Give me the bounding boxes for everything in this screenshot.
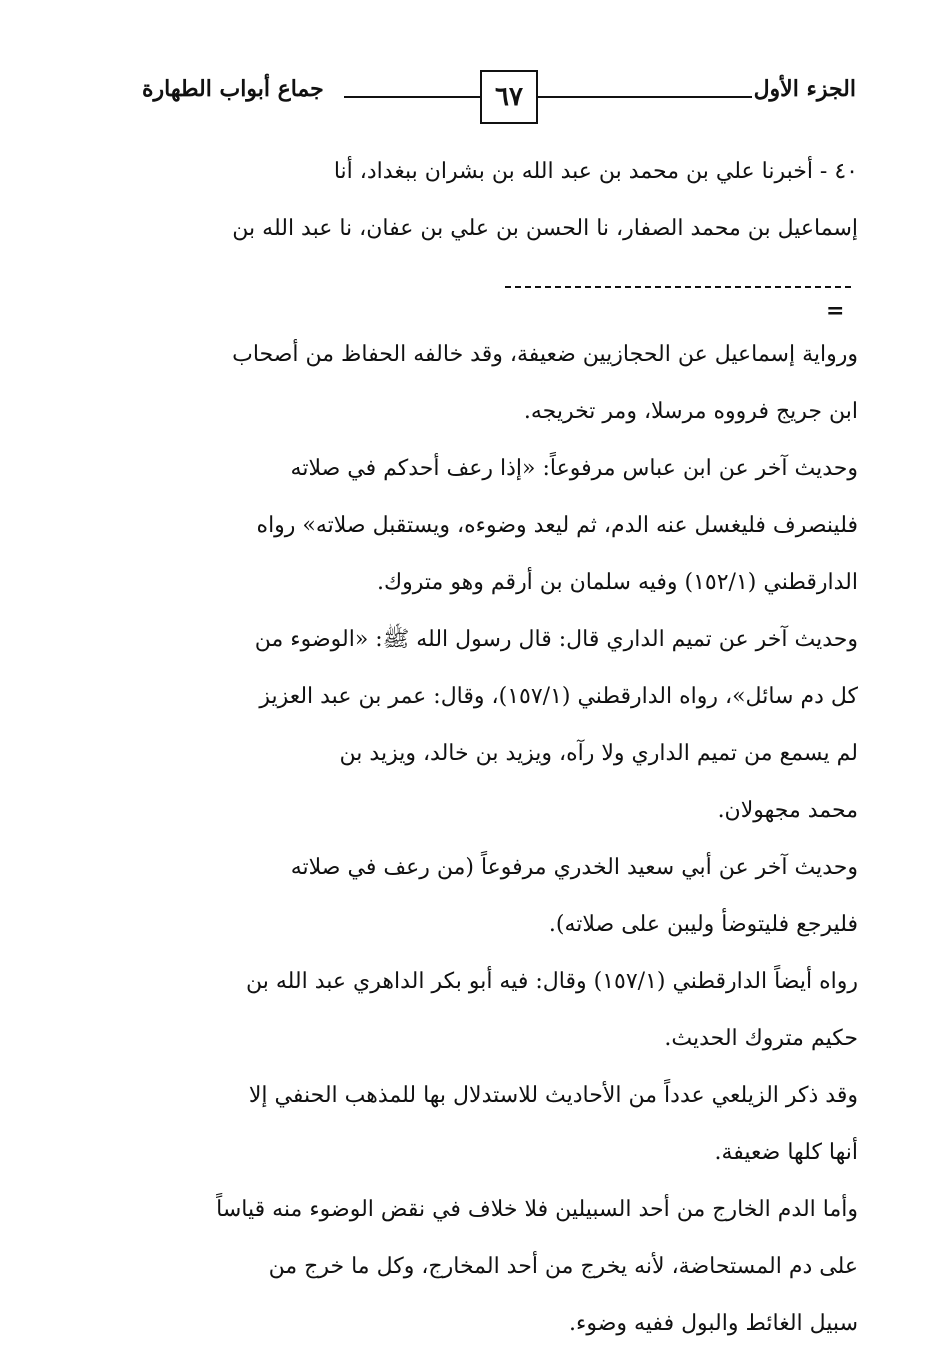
page-number-box xyxy=(480,70,538,124)
footnote-line: فلينصرف فليغسل عنه الدم، ثم ليعد وضوءه، ويستقبل صلاته» رواه xyxy=(256,513,858,538)
header-volume-title: الجزء الأول xyxy=(753,76,856,102)
footnote-line: فليرجع فليتوضأ وليبن على صلاته). xyxy=(548,912,858,937)
main-text-line: ٤٠ - أخبرنا علي بن محمد بن عبد الله بن بشران ببغداد، أنا xyxy=(333,159,858,184)
footnote-line: حكيم متروك الحديث. xyxy=(664,1026,858,1051)
footnote-line: وأما الدم الخارج من أحد السبيلين فلا خلاف في نقض الوضوء منه قياساً xyxy=(216,1197,858,1222)
footnote-line: ورواية إسماعيل عن الحجازيين ضعيفة، وقد خالفه الحفاظ من أصحاب xyxy=(232,342,858,367)
header-rule-left xyxy=(344,96,482,98)
footnote-line: وحديث آخر عن تميم الداري قال: قال رسول الله ﷺ: «الوضوء من xyxy=(254,627,858,652)
footnote-continuation-mark: = xyxy=(826,298,845,324)
main-text-line: إسماعيل بن محمد الصفار، نا الحسن بن علي بن عفان، نا عبد الله بن xyxy=(232,216,858,241)
footnote-line: وحديث آخر عن ابن عباس مرفوعاً: «إذا رعف أحدكم في صلاته xyxy=(290,456,858,481)
footnote-line: محمد مجهولان. xyxy=(717,798,858,823)
header-section-title: جماع أبواب الطهارة xyxy=(142,76,324,102)
footnote-line: أنها كلها ضعيفة. xyxy=(714,1140,858,1165)
footnote-line: على دم المستحاضة، لأنه يخرج من أحد المخارج، وكل ما خرج من xyxy=(268,1254,858,1279)
footnote-line: وقد ذكر الزيلعي عدداً من الأحاديث للاستدلال بها للمذهب الحنفي إلا xyxy=(248,1083,858,1108)
footnote-line: وحديث آخر عن أبي سعيد الخدري مرفوعاً (من رعف في صلاته xyxy=(290,855,858,880)
footnote-line: ابن جريج فرووه مرسلا، ومر تخريجه. xyxy=(523,399,858,424)
page-header xyxy=(142,68,856,130)
page-number: ٦٧ xyxy=(495,82,523,112)
main-text xyxy=(140,143,858,257)
footnote-line: سبيل الغائط والبول ففيه وضوء. xyxy=(569,1311,858,1336)
footnote-line: كل دم سائل»، رواه الدارقطني (١٥٧/١)، وقال: عمر بن عبد العزيز xyxy=(259,684,858,709)
footnote-line: رواه أيضاً الدارقطني (١٥٧/١) وقال: فيه أبو بكر الداهري عبد الله بن xyxy=(245,969,858,994)
footnote-line: لم يسمع من تميم الداري ولا رآه، ويزيد بن خالد، ويزيد بن xyxy=(339,741,858,766)
footnote-line: الدارقطني (١٥٢/١) وفيه سلمان بن أرقم وهو متروك. xyxy=(377,570,858,595)
header-rule-right xyxy=(538,96,752,98)
footnotes xyxy=(140,326,858,1352)
footnote-separator xyxy=(505,286,851,288)
